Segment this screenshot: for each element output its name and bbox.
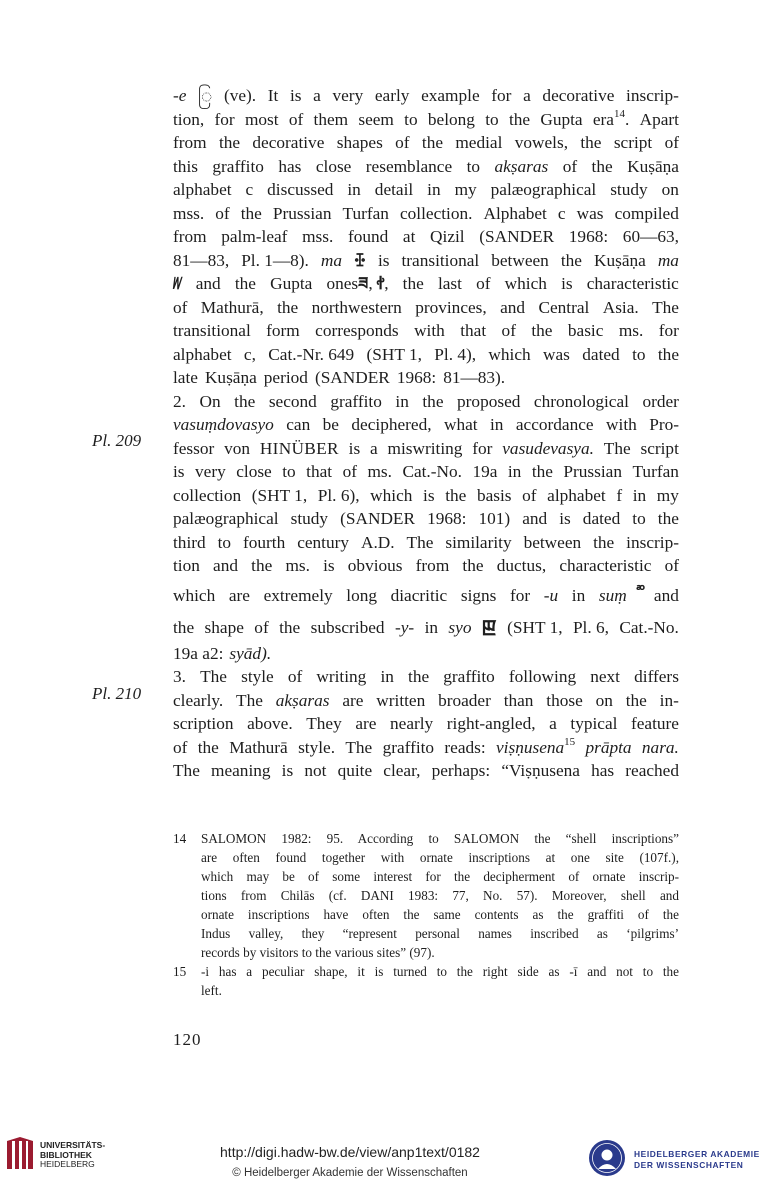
- text-line: tion, for most of them seem to belong to the Gupta era$^{14}$. Apart: [173, 107, 679, 129]
- text-line: vasuṃdovasyo can be deciphered, what in accordance with Pro-: [173, 415, 679, 434]
- page-number: 120: [173, 1030, 202, 1049]
- text-line: late Kuṣāṇa period (SANDER 1968: 81—83).: [173, 368, 506, 387]
- text-line: The meaning is not quite clear, perhaps: “Viṣṇusena has reached: [173, 761, 679, 780]
- text-line: 3. The style of writing in the graffito following next differs: [173, 667, 679, 686]
- text-line: clearly. The akṣaras are written broader than those on the in-: [173, 690, 679, 710]
- text-line: alphabet c discussed in detail in my palæographical study on: [173, 180, 679, 199]
- footnotes: [173, 829, 679, 1000]
- text-line: from the decorative shapes of the medial vowels, the script of: [173, 133, 679, 152]
- footnote-line: SALOMON 1982: 95. According to SALOMON the “shell inscriptions”: [201, 831, 679, 846]
- ma-gupta-glyph-2: ꬷ: [377, 274, 385, 294]
- academy-seal-logo[interactable]: [588, 1139, 626, 1177]
- text-line: transitional form corresponds with that of the basic ms. for: [173, 321, 679, 340]
- footnote-number: 14: [173, 831, 187, 846]
- text-line: collection (SHT 1, Pl. 6), which is the basis of alphabet f in my: [173, 485, 679, 505]
- text-line: is very close to that of ms. Cat.-No. 19a in the Prussian Turfan: [173, 462, 679, 481]
- text-line: the shape of the subscribed -y- in syo ꡣ (SHT 1, Pl. 6, Cat.-No.: [173, 615, 679, 639]
- syo-glyph: ꡣ: [481, 615, 497, 639]
- text-line: of Mathurā, the northwestern provinces, and Central Asia. The: [173, 297, 679, 317]
- footnote-line: records by visitors to the various sites” (97).: [201, 945, 435, 960]
- footnote-line: which may be of some interest for the decipherment of ornate inscrip-: [201, 869, 679, 884]
- text-line: 81—83, Pl. 1—8). ma ꔀ is transitional between the Kuṣāṇa ma: [173, 249, 679, 273]
- footnote-ref-14: 14: [613, 107, 625, 120]
- footnote-line: ornate inscriptions have often the same contents as the graffiti of the: [201, 907, 679, 922]
- footnote-ref-15: 15: [564, 735, 576, 748]
- text-line: from palm-leaf mss. found at Qizil (SANDER 1968: 60—63,: [173, 227, 679, 246]
- text-line: ᜦ and the Gupta onesཟ, ꬷ, the last of which is characteristic: [173, 272, 679, 296]
- footnote-15: [173, 962, 679, 1000]
- academy-name: HEIDELBERGER AKADEMIE DER WISSENSCHAFTEN: [634, 1149, 760, 1170]
- ma-gupta-glyph-1: ཟ: [358, 274, 369, 294]
- text-line: this graffito has close resemblance to akṣaras of the Kuṣāṇa: [173, 156, 679, 176]
- footnote-line: are often found together with ornate inscriptions at one site (107f.),: [201, 850, 679, 865]
- text-line: alphabet c, Cat.-Nr. 649 (SHT 1, Pl. 4), which was dated to the: [173, 344, 679, 364]
- text-line: 2. On the second graffito in the proposed chronological order: [173, 391, 679, 411]
- document-url-link[interactable]: http://digi.hadw-bw.de/view/anp1text/0182: [220, 1144, 480, 1160]
- text-line: -e ြ (ve). It is a very early example for a decorative inscrip-: [173, 85, 679, 106]
- text-line: mss. of the Prussian Turfan collection. Alphabet c was compiled: [173, 203, 679, 223]
- body-text: [173, 84, 679, 783]
- footnote-number: 15: [173, 964, 187, 979]
- ma-transitional-glyph: ꔀ: [354, 250, 366, 271]
- plate-label-209: Pl. 209: [92, 431, 142, 450]
- footnote-14: [173, 829, 679, 962]
- footnote-line: left.: [201, 983, 222, 998]
- text-line: tion and the ms. is obvious from the ductus, characteristic of: [173, 556, 679, 575]
- copyright-notice: © Heidelberger Akademie der Wissenschaften: [232, 1167, 468, 1179]
- text-line: scription above. They are nearly right-angled, a typical feature: [173, 714, 679, 733]
- text-line: palæographical study (SANDER 1968: 101) and is dated to the: [173, 509, 679, 528]
- ve-glyph: ြ: [198, 85, 213, 106]
- footnote-line: Indus valley, they “represent personal names inscribed as ‘pilgrims’: [201, 926, 679, 941]
- ma-kusana-glyph: ᜦ: [173, 274, 182, 294]
- text-line: fessor von HINÜBER is a miswriting for vasudevasya. The script: [173, 438, 679, 458]
- text-line: of the Mathurā style. The graffito reads: viṣṇusena$^{15}$ prāpta nara.: [173, 735, 679, 757]
- footnote-line: tions from Chilās (cf. DANI 1983: 77, No. 57). Moreover, shell and: [201, 888, 679, 903]
- text-line: 19a a2: syād).: [173, 643, 272, 663]
- text-line: which are extremely long diacritic signs for -u in suṃ and: [173, 586, 679, 605]
- footnote-line: -i has a peculiar shape, it is turned to the right side as -ī and not to the: [201, 964, 679, 979]
- text-line: third to fourth century A.D. The similarity between the inscrip-: [173, 532, 679, 552]
- university-library-name: UNIVERSITÄTS- BIBLIOTHEK HEIDELBERG: [40, 1140, 106, 1169]
- plate-label-210: Pl. 210: [92, 684, 142, 703]
- university-library-logo[interactable]: [6, 1137, 34, 1171]
